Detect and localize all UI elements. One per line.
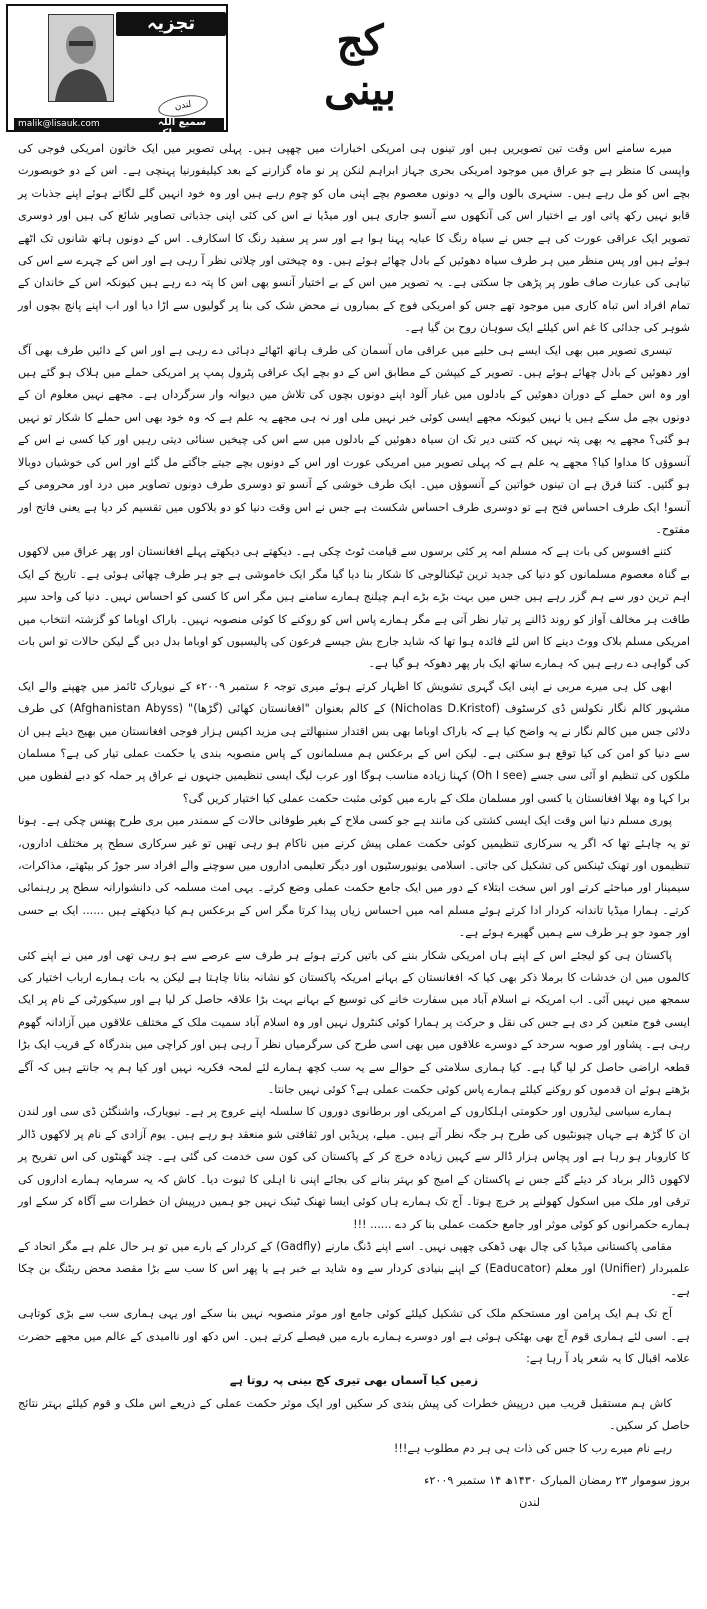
author-email: malik@lisauk.com [14, 118, 224, 130]
author-silhouette-icon [49, 15, 113, 101]
dateline: بروز سوموار ۲۳ رمضان المبارک ۱۴۳۰ھ ۱۴ ستمبر ۲۰۰۹ء [424, 1473, 690, 1487]
paragraph: پاکستان ہی کو لیجئے اس کے اپنے ہاں امریکی شکار بننے کی باتیں کرتے ہوئے ہر طرف سے عرصے سے ہو رہی تھی اور میں نے اپنے کئی کالموں میں ان خدشات کا برملا ذکر بھی کیا کہ افغانستان کے بہانے امریکہ پاکستان کو نشانہ بنانا چاہتا ہے لیکن یہ بات ہمارے ارباب اختیار کی سمجھ میں نہیں آئی۔ اب امریکہ نے اسلام آباد میں سفارت خانے کی توسیع کے بہانے بہت بڑا علاقہ حاصل کر لیا ہے اور سیکورٹی کے نام پر ایک ایسی فوج متعین کر دی ہے جس کی نقل و حرکت پر ہمارا کوئی کنٹرول نہیں اور وہ اسلام آباد سمیت ملک کے مختلف علاقوں میں آزادانہ گھوم رہی ہے۔ پشاور اور صوبہ سرحد کے دوسرے علاقوں میں بھی اسی طرح کی سرگرمیاں نظر آ رہی ہیں اور کراچی میں بندرگاہ کے قریب ایک بڑا قطعہ اراضی حاصل کر لیا گیا ہے۔ کیا ہماری سلامتی کے حوالے سے یہ سب کچھ ہمارے لئے لمحہ فکریہ نہیں اور کیا ہم یہ جانتے ہیں کہ آگے بڑھتے ہوئے ان قدموں کو روکنے کیلئے ہمارے پاس کوئی حکمت عملی ہے؟ کوئی نہیں جانتا۔ [18, 948, 690, 1097]
paragraph: پوری مسلم دنیا اس وقت ایک ایسی کشتی کی مانند ہے جو کسی ملاح کے بغیر طوفانی حالات کے سمندر میں بری طرح پھنس چکی ہے۔ ہونا تو یہ چاہئے تھا کہ اگر یہ سرکاری تنظیمیں کوئی حکمت عملی پیش کرنے میں ناکام ہو رہی تھیں تو غیر سرکاری سطح پر مختلف اداروں، تنظیموں اور تھنک ٹینکس کی تشکیل کی جاتی۔ اسلامی یونیورسٹیوں اور دیگر تعلیمی اداروں میں سوچنے والے افراد سر جوڑ کر بیٹھتے، مذاکرات، سیمینار اور مباحثے کرتے اور اس سخت ابتلاء کے دور میں ایک جامع حکمت عملی وضع کرتے۔ یہی امت مسلمہ کی دانشوارانہ سطح پر رہنمائی کرتے۔ ہمارا میڈیا تاندانہ کردار ادا کرتے ہوئے مسلم امہ میں احساس زیاں پیدا کرتا مگر اس کے برعکس ہم کیا دیکھتے ہیں ...... ایک بے حسی اور جمود جو ہر طرف سے ہمیں گھیرے ہوئے ہے۔ [18, 814, 690, 940]
paragraph: ابھی کل ہی میرے مربی نے اپنی ایک گہری تشویش کا اظہار کرتے ہوئے میری توجہ ۶ ستمبر ۲۰۰۹ء کے نیویارک ٹائمز میں چھپنے والے ایک مشہور کالم نگار نکولس ڈی کرسٹوف (Nicholas D.Kristof) کے کالم بعنوان "افغانستان کھائی (گڑھا)" (Afghanistan Abyss) کی طرف دلائی جس میں کالم نگار نے یہ واضح کیا ہے کہ باراک اوباما بھی بس اقتدار سنبھالتے ہی مزید اکیس ہزار فوجی افغانستان میں بھیج دیئے ہیں ان سے دنیا کو امن کی کیا توقع ہو سکتی ہے۔ لیکن اس کے برعکس ہم مسلمانوں کے پاس منصوبہ بندی یا حکمت عملی تیار کی ہے؟ مسلمان ملکوں کی تنظیم او آئی سی جسے (Oh I see) کہنا زیادہ مناسب ہوگا اور عرب لیگ ایسی تنظیمیں جنہوں نے عراق پر حملہ کو دبے لفظوں میں برا کہا وہ بھلا افغانستان یا کسی اور مسلمان ملک کے بارے میں کوئی مثبت حکمت عملی کیا اختیار کریں گی؟ [18, 679, 690, 805]
paragraph: کتنے افسوس کی بات ہے کہ مسلم امہ پر کئی برسوں سے قیامت ٹوٹ چکی ہے۔ دیکھتے ہی دیکھتے پہلے افغانستان اور پھر عراق میں لاکھوں بے گناہ معصوم مسلمانوں کو دنیا کی جدید ترین ٹیکنالوجی کا شکار بنا دیا گیا مگر ایک خاموشی ہے جو ہر طرف چھائی ہوئی ہے۔ تاریخ کے ایک اہم ترین دور سے ہم گزر رہے ہیں جس میں بہت بڑے بڑے اہم چیلنج ہمارے سامنے ہیں مگر اس کا کسی کو احساس نہیں۔ دنیا کی واحد سپر طاقت ہر مخالف آواز کو روند ڈالنے پر تیار نظر آتی ہے مگر ہمارے پاس اس کو روکنے کا کوئی منصوبہ نہیں۔ باراک اوباما کو گزشتہ انتخاب میں امریکی مسلم بلاک ووٹ دینے کا اس لئے فائدہ ہوا تھا کہ شاید جارج بش جیسے فرعون کی پالیسیوں کو اوباما بدل دیں گے لیکن حالات تو اس بات کی گواہی دے رہے ہیں کہ ہمارے ساتھ ایک بار پھر دھوکہ ہو گیا ہے۔ [18, 545, 690, 671]
paragraph: ہمارے سیاسی لیڈروں اور حکومتی اہلکاروں کے امریکی اور برطانوی دوروں کا سلسلہ اپنے عروج پر ہے۔ نیویارک، واشنگٹن ڈی سی اور لندن ان کا گڑھ ہے جہاں چیونٹیوں کی طرح ہر جگہ نظر آتے ہیں۔ میلے، پریڈیں اور ثقافتی شو منعقد ہو رہے ہیں۔ یوم آزادی کے نام پر لاکھوں ڈالر کا کاروبار ہو رہا ہے اور پچاس ہزار ڈالر سے کہیں زیادہ خرچ کر کے پاکستان کی کون سی خدمت کی گئی ہے۔ چند گھنٹوں کی اس تفریح پر لاکھوں ڈالر برباد کر دیئے گئے جس نے پاکستان کے امیج کو بہتر بنانے کی بجائے اپنی نا اہلی کا ثبوت دیا۔ کاش کہ یہ سرمایہ ہمارے اداروں کی ترقی اور ملک میں اسکول کھولنے پر خرچ ہوتا۔ آج تک ہمارے ہاں کوئی ایسا تھنک ٹینک نہیں جو ہمیں درپیش ان خطرات سے آگاہ کر سکے اور ہمارے حکمرانوں کو کوئی موثر اور جامع حکمت عملی بنا کر دے ...... !!! [18, 1105, 690, 1231]
closing-line: رہے نام میرے رب کا جس کی ذات ہی ہر دم مطلوب ہے!!! [393, 1441, 672, 1455]
article-body [18, 138, 690, 1515]
paragraph: کاش ہم مستقبل قریب میں درپیش خطرات کی پیش بندی کر سکیں اور ایک موثر حکمت عملی کے ذریعے اس ملک و قوم کیلئے بہتر نتائج حاصل کر سکیں۔ [18, 1396, 690, 1433]
poetry-verse: زمیں کیا آسماں بھی تیری کج بینی پہ روتا ہے [229, 1374, 479, 1388]
paragraph: مقامی پاکستانی میڈیا کی چال بھی ڈھکی چھپی نہیں۔ اسے اپنے ڈنگ مارنے (Gadfly) کے کردار کے بارے میں تو ہر حال علم ہے مگر اتحاد کے علمبردار (Unifier) اور معلم (Eaducator) کے اپنے بنیادی کردار سے وہ شاید بے خبر ہے یا پھر اس کا سب سے بڑا مقصد محض ریٹنگ بن چکا ہے۔ [18, 1239, 691, 1298]
place-line: لندن [519, 1496, 540, 1510]
article-headline: کج بینی [323, 16, 397, 114]
paragraph: میرے سامنے اس وقت تین تصویریں ہیں اور تینوں ہی امریکی اخبارات میں چھپی ہیں۔ پہلی تصویر میں ایک خاتون امریکی فوجی کی واپسی کا منظر ہے جو عراق میں موجود امریکی بحری جہاز ابراہم لنکن پر نو ماہ گزارنے کے بعد کیلیفورنیا پہنچی ہے۔ اس کے دو خوبصورت بچے اس کو مل رہے ہیں۔ سنہری بالوں والے یہ دونوں معصوم بچے اپنی ماں کو چوم رہے ہیں اور وہ خود انہیں گلے لگاتے ہوئے اپنے جذبات پر قابو نہیں رکھ پاتی اور بے اختیار اس کی آنکھوں سے آنسو جاری ہیں اور میڈیا نے اس کی کئی اپنی جذباتی تصاویر شائع کی ہیں اور دوسری تصویر ایک عراقی عورت کی ہے جس نے سیاہ رنگ کا عبایہ پہنا ہوا ہے اور سر پر سفید رنگ کا اسکارف۔ اس کے دونوں ہاتھ شانوں تک اٹھے ہوئے ہیں اور پس منظر میں ہر طرف سیاہ دھوئیں کے بادل چھائے ہوئے ہیں۔ وہ چیختی اور چلاتی نظر آ رہی ہے اور اس کے چہرے سے اس کی تباہی کی عبارت صاف طور پر پڑھی جا سکتی ہے۔ یہ تصویر میں اس کے بے اختیار آنسو بھی اس کا پتہ دے رہے ہیں کیونکہ اس کے خاندان کے تمام افراد اس تباہ کاری میں موجود تھے جس کو امریکی فوج کے بمباروں نے محض شک کی بنا پر گولیوں سے اڑا دیا اور اب اپنے پانچ بچوں اور شوہر کی جدائی کا غم اس کیلئے ایک سوہان روح بن گیا ہے۔ [18, 142, 690, 335]
paragraph: تیسری تصویر میں بھی ایک ایسے ہی حلیے میں عراقی ماں آسمان کی طرف ہاتھ اٹھائے دہائی دے رہی ہے اور اس کے دائیں طرف بھی آگ اور دھوئیں کے بادل چھائے ہوئے ہیں۔ تصویر کے کیپشن کے مطابق اس کے دو بچے ایک عراقی پٹرول پمپ پر امریکی حملے میں ہلاک ہو گئے ہیں اور وہ اس حملے کے دوران دھوئیں کے بادلوں میں غبار آلود اپنے دونوں بچوں کی تلاش میں دیوانہ وار سرگرداں ہے۔ مجھے نہیں معلوم ان کے دونوں بچے مل سکے ہیں یا نہیں کیونکہ مجھے ایسی کوئی خبر نہیں ملی اور نہ ہی مجھے یہ علم ہے کہ وہ خود بھی اس حملے کا شکار تو نہیں ہو گئی؟ مجھے یہ بھی پتہ نہیں کہ کتنی دیر تک ان سیاہ دھوئیں کے بادلوں میں سے اس کی چیخیں سنائی دیتی رہیں اور کیا کسی نے اس کے آنسوؤں کا مداوا کیا؟ مجھے یہ علم ہے کہ پہلی تصویر میں امریکی عورت اور اس کے دونوں بچے جیتے جاگتے مل گئے اور اس کی خوشیاں دوبالا ہو گئیں۔ کتنا فرق ہے ان تینوں خواتین کے آنسوؤں میں۔ ایک طرف خوشی کے آنسو تو دوسری طرف دونوں تصاویر میں درد اور محرومی کے آنسو! ایک طرف احساس فتح ہے تو دوسری طرف احساس شکست ہے جس نے اس وقت دنیا کو دو بلاکوں میں تقسیم کر دیا ہے یعنی فاتح اور مفتوح۔ [18, 343, 690, 536]
city-stamp: لندن [157, 92, 210, 120]
author-photo [48, 14, 114, 102]
paragraph: آج تک ہم ایک پرامن اور مستحکم ملک کی تشکیل کیلئے کوئی جامع اور موثر منصوبہ نہیں بنا سکے اور یہی ہماری سب سے بڑی کوتاہی ہے۔ اسی لئے ہماری قوم آج بھی بھٹکی ہوئی ہے اور دوسرے ہمارے بارے میں فیصلے کرتے ہیں۔ اس دکھ اور ناامیدی کے عالم میں مجھے حضرت علامہ اقبال کا یہ شعر یاد آ رہا ہے: [18, 1307, 690, 1365]
column-badge: تجزیہ [116, 12, 226, 36]
column-header [6, 4, 228, 139]
author-name: سمیع اللہ ملک [158, 117, 207, 139]
